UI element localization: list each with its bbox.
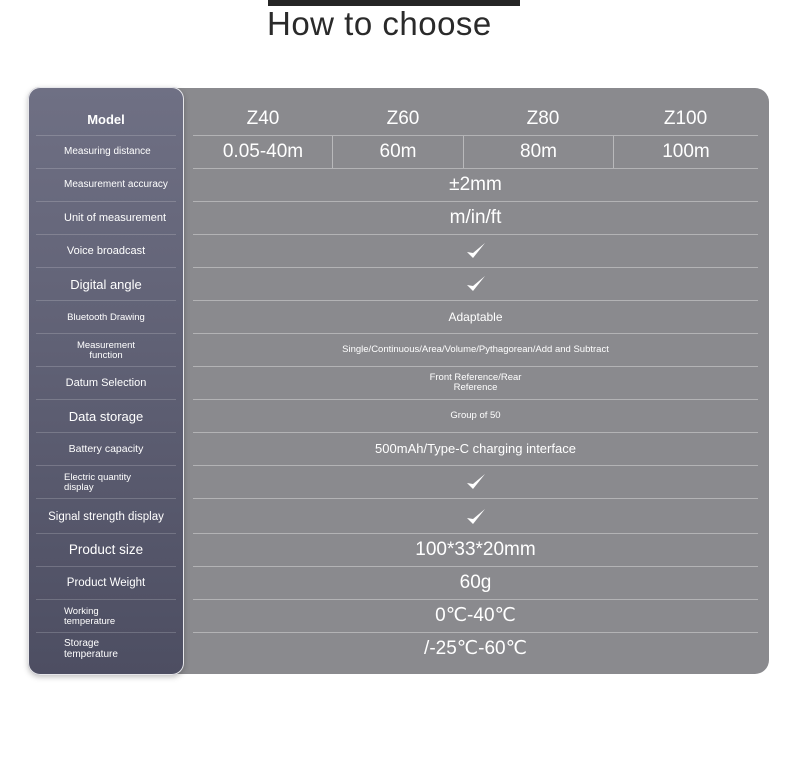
- spec-values: [193, 334, 758, 367]
- spec-label: Electric quantity display: [64, 471, 132, 493]
- spec-row: [0, 534, 790, 567]
- spec-row: [0, 268, 790, 301]
- spec-row: [0, 169, 790, 202]
- spec-value: 100*33*20mm: [415, 539, 536, 561]
- spec-row: [0, 136, 790, 169]
- spec-values: [193, 567, 758, 600]
- spec-row: [0, 501, 790, 534]
- spec-label: Data storage: [68, 408, 144, 424]
- spec-row: [0, 400, 790, 433]
- spec-label: Voice broadcast: [66, 244, 146, 257]
- value-z80: 80m: [520, 141, 557, 163]
- value-z100: 100m: [662, 141, 710, 163]
- checkmark-icon: [193, 235, 758, 267]
- model-z40: Z40: [246, 108, 280, 130]
- spec-row: [0, 235, 790, 268]
- spec-value: 60g: [459, 572, 492, 594]
- model-names: [193, 103, 758, 136]
- spec-value: Adaptable: [448, 309, 503, 324]
- spec-label: Digital angle: [70, 276, 142, 292]
- spec-values: [193, 534, 758, 567]
- spec-value: Group of 50: [450, 410, 501, 422]
- spec-values: [193, 268, 758, 301]
- spec-row: [0, 633, 790, 666]
- spec-label: Battery capacity: [68, 442, 144, 455]
- spec-label: Unit of measurement: [64, 211, 167, 224]
- spec-values: [193, 400, 758, 433]
- spec-row: [0, 466, 790, 499]
- checkmark-icon: [193, 466, 758, 498]
- model-header-row: [0, 103, 790, 136]
- spec-values: [193, 600, 758, 633]
- spec-row: [0, 202, 790, 235]
- value-z40: 0.05-40m: [222, 141, 304, 163]
- spec-label: Datum Selection: [65, 376, 147, 389]
- checkmark-icon: [193, 268, 758, 300]
- spec-label: Measurement accuracy: [64, 179, 168, 191]
- spec-row: [0, 367, 790, 400]
- spec-label: Product size: [68, 542, 144, 558]
- checkmark-icon: [193, 501, 758, 533]
- spec-value: m/in/ft: [449, 207, 502, 229]
- page-title: How to choose: [267, 5, 492, 42]
- spec-value: 500mAh/Type-C charging interface: [375, 441, 576, 457]
- model-z80: Z80: [526, 108, 560, 130]
- spec-label: Product Weight: [66, 577, 146, 590]
- spec-label: Storage temperature: [64, 638, 118, 660]
- row-divider: [36, 498, 176, 499]
- model-label: Model: [87, 111, 125, 127]
- spec-row: [0, 433, 790, 466]
- spec-values: [193, 169, 758, 202]
- spec-row: [0, 301, 790, 334]
- spec-value: /-25℃-60℃: [424, 638, 527, 660]
- spec-value: 0℃-40℃: [435, 605, 516, 627]
- spec-values: [193, 202, 758, 235]
- spec-label: Signal strength display: [48, 511, 164, 524]
- spec-values: [193, 633, 758, 666]
- spec-values: [193, 301, 758, 334]
- heading: [0, 0, 790, 60]
- spec-values: [193, 136, 758, 169]
- spec-label: Working temperature: [64, 605, 116, 627]
- spec-label: Bluetooth Drawing: [67, 311, 145, 323]
- spec-value: Single/Continuous/Area/Volume/Pythagorean/Add and Subtract: [342, 344, 609, 356]
- spec-label: Measuring distance: [64, 146, 151, 158]
- spec-row: [0, 600, 790, 633]
- spec-row: [0, 334, 790, 367]
- spec-values: [193, 433, 758, 466]
- spec-value: ±2mm: [449, 174, 502, 196]
- value-z60: 60m: [379, 141, 417, 163]
- spec-values: [193, 466, 758, 499]
- spec-values: [193, 501, 758, 534]
- spec-row: [0, 567, 790, 600]
- spec-values: [193, 235, 758, 268]
- spec-label: Measurement function: [76, 339, 136, 361]
- spec-values: [193, 367, 758, 400]
- model-z60: Z60: [386, 108, 420, 130]
- model-z100: Z100: [663, 108, 708, 130]
- spec-value: Front Reference/Rear Reference: [429, 372, 522, 393]
